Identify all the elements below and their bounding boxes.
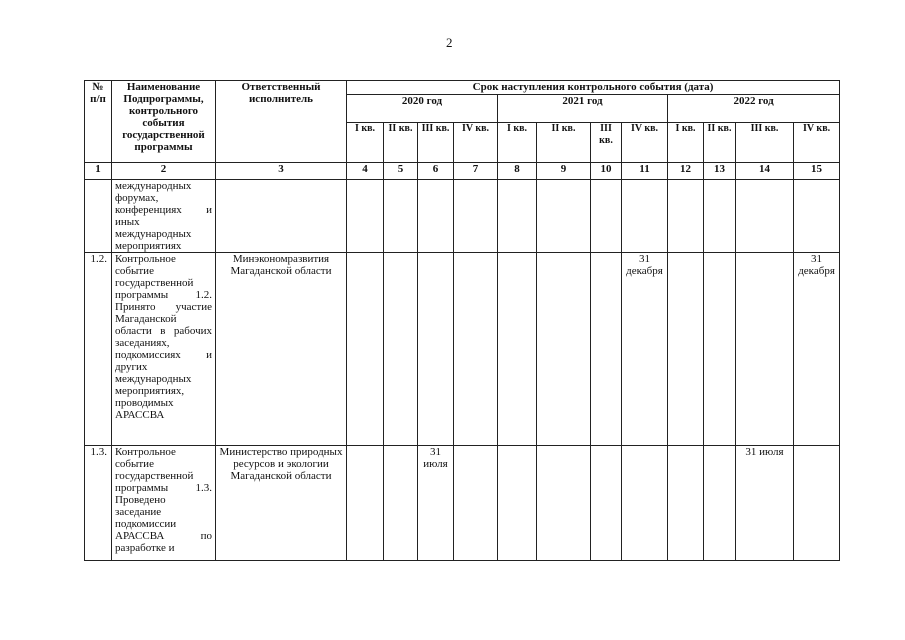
header-quarter: I кв. (498, 123, 537, 163)
header-quarter: II кв. (384, 123, 418, 163)
responsible (216, 180, 347, 253)
date-cell (704, 446, 736, 561)
date-cell (622, 180, 668, 253)
column-number: 12 (668, 163, 704, 180)
column-number: 14 (736, 163, 794, 180)
header-num: № п/п (85, 81, 112, 163)
date-cell (454, 180, 498, 253)
date-cell (347, 253, 384, 446)
responsible: Министерство природных ресурсов и экологии Магаданской области (216, 446, 347, 561)
table-row (85, 180, 840, 253)
header-quarter: III кв. (591, 123, 622, 163)
column-number: 9 (537, 163, 591, 180)
header-quarter: I кв. (668, 123, 704, 163)
date-cell (384, 253, 418, 446)
row-number (85, 180, 112, 253)
column-number: 5 (384, 163, 418, 180)
header-quarter: IV кв. (454, 123, 498, 163)
column-number: 3 (216, 163, 347, 180)
header-quarter: IV кв. (622, 123, 668, 163)
header-year-2021: 2021 год (498, 95, 668, 123)
date-cell (736, 253, 794, 446)
table-row (85, 253, 840, 446)
date-cell (384, 446, 418, 561)
date-cell (794, 180, 840, 253)
date-cell (668, 446, 704, 561)
page-number: 2 (446, 35, 453, 50)
header-quarter: IV кв. (794, 123, 840, 163)
table-row (85, 446, 840, 561)
date-cell (704, 253, 736, 446)
header-responsible: Ответственный исполнитель (216, 81, 347, 163)
date-cell (537, 253, 591, 446)
date-cell (384, 180, 418, 253)
column-number: 13 (704, 163, 736, 180)
date-cell (668, 253, 704, 446)
date-cell (347, 446, 384, 561)
date-cell (537, 180, 591, 253)
event-name: международных форумах, конференциях и иных международных мероприятиях (112, 180, 216, 253)
header-year-2022: 2022 год (668, 95, 840, 123)
date-cell (454, 253, 498, 446)
event-name: Контрольное событие государственной программы 1.3. Проведено заседание подкомиссии АРАССВА по разработке и (112, 446, 216, 561)
header-name: Наименование Подпрограммы, контрольного события государственной программы (112, 81, 216, 163)
row-number: 1.3. (85, 446, 112, 561)
header-quarter: II кв. (537, 123, 591, 163)
date-cell (668, 180, 704, 253)
date-cell: 31 декабря (794, 253, 840, 446)
date-cell (794, 446, 840, 561)
date-cell (498, 253, 537, 446)
date-cell (704, 180, 736, 253)
date-cell (591, 253, 622, 446)
row-number: 1.2. (85, 253, 112, 446)
column-number: 8 (498, 163, 537, 180)
date-cell (591, 446, 622, 561)
column-number: 4 (347, 163, 384, 180)
column-number: 15 (794, 163, 840, 180)
control-events-table (84, 80, 840, 561)
column-number: 6 (418, 163, 454, 180)
date-cell (347, 180, 384, 253)
header-quarter: III кв. (736, 123, 794, 163)
date-cell (537, 446, 591, 561)
column-number: 7 (454, 163, 498, 180)
date-cell (498, 180, 537, 253)
date-cell: 31 декабря (622, 253, 668, 446)
date-cell (591, 180, 622, 253)
header-year-2020: 2020 год (347, 95, 498, 123)
header-quarter: II кв. (704, 123, 736, 163)
date-cell: 31 июля (418, 446, 454, 561)
column-number: 2 (112, 163, 216, 180)
header-quarter: I кв. (347, 123, 384, 163)
date-cell (622, 446, 668, 561)
header-deadline: Срок наступления контрольного события (дата) (347, 81, 840, 95)
event-name: Контрольное событие государственной программы 1.2. Принято участие Магаданской области в рабочих заседаниях, подкомиссиях и других международных мероприятиях, проводимых АРАССВА (112, 253, 216, 446)
column-number: 11 (622, 163, 668, 180)
column-number: 10 (591, 163, 622, 180)
date-cell (418, 180, 454, 253)
date-cell (454, 446, 498, 561)
column-number: 1 (85, 163, 112, 180)
header-quarter: III кв. (418, 123, 454, 163)
date-cell: 31 июля (736, 446, 794, 561)
date-cell (736, 180, 794, 253)
responsible: Минэкономразвития Магаданской области (216, 253, 347, 446)
date-cell (498, 446, 537, 561)
date-cell (418, 253, 454, 446)
